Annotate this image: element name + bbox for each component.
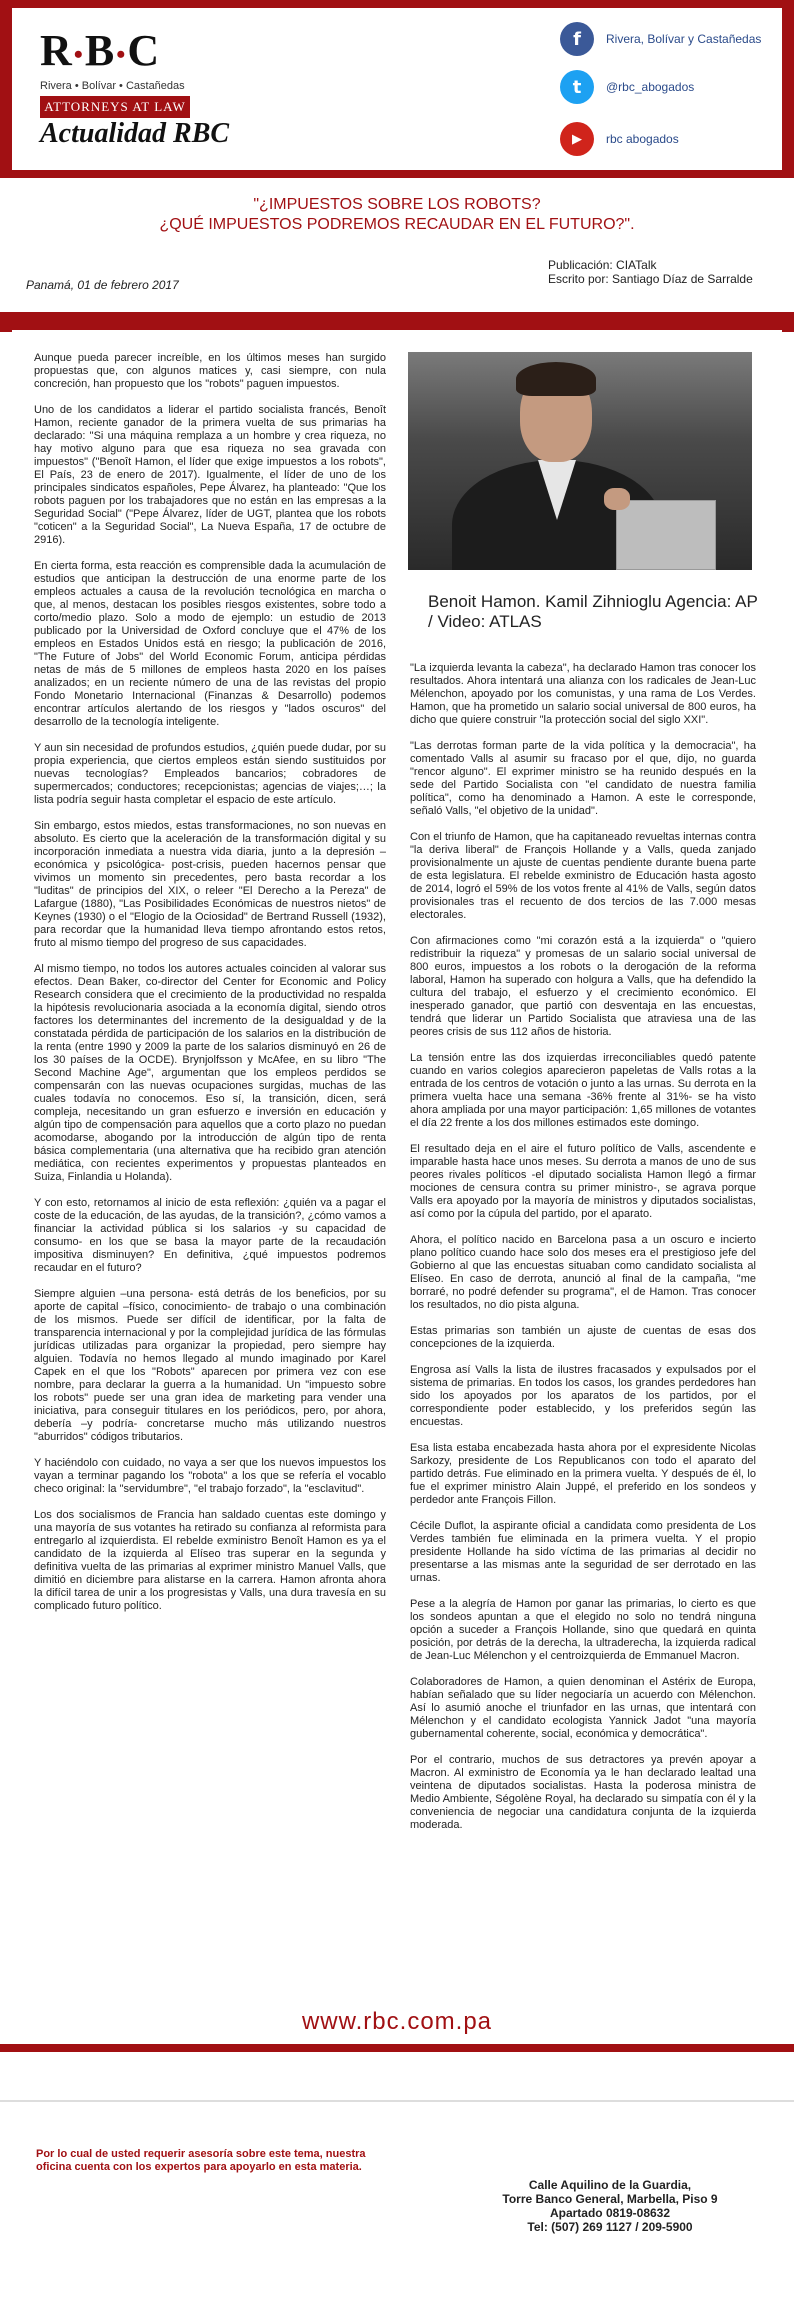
youtube-label: rbc abogados <box>606 132 679 146</box>
paragraph: Los dos socialismos de Francia han saldado cuentas este domingo y una mayoría de sus votantes ha retirado su confianza al reformista para entregarlo al izquierdista. El rebelde exministro Benoît Hamon es ya el candidato de la izquierda al Elíseo tras superar en la segunda y definitiva vuelta de las primarias al exprimer ministro Manuel Valls, que dimitió en diciembre para alistarse en la carrera. Hamon afronta ahora la difícil tarea de unir a los progresistas y Valls, una dura travesía en su complicado futuro político. <box>34 1509 386 1612</box>
photo-ballot-box <box>616 500 716 570</box>
youtube-link[interactable] <box>560 122 679 156</box>
twitter-label: @rbc_abogados <box>606 80 695 94</box>
article-left-column <box>34 352 386 1626</box>
hamon-photo <box>408 352 752 570</box>
paragraph: Y aun sin necesidad de profundos estudios, ¿quién puede dudar, por su propia experiencia, que ciertos empleos están siendo sustituidos por nuevas tecnologías? Empleados bancarios; cobradores de supermercados; conductores; recepcionistas; agencias de viajes;…; la lista podría seguir hasta completar el espacio de este artículo. <box>34 742 386 806</box>
paragraph: La tensión entre las dos izquierdas irreconciliables quedó patente cuando en varios colegios aparecieron papeletas de Valls rotas a la entrada de los centros de votación o junto a las urnas. Su derrota en la primera vuelta hace una semana -36% frente al 31%- se ha visto ahora ampliada por una mayor participación: 1,65 millones de votantes el día 22 frente a los dos millones estimados este domingo. <box>410 1052 756 1129</box>
article-author: Escrito por: Santiago Díaz de Sarralde <box>548 272 753 286</box>
article-title-line-2: ¿QUÉ IMPUESTOS PODREMOS RECAUDAR EN EL FUTURO?". <box>159 216 635 233</box>
paragraph: Aunque pueda parecer increíble, en los últimos meses han surgido propuestas que, con algunos matices y, casi siempre, con nula concreción, han propuesto que los "robots" paguen impuestos. <box>34 352 386 390</box>
twitter-icon: t <box>560 70 594 104</box>
facebook-link[interactable] <box>560 22 761 56</box>
paragraph: Esa lista estaba encabezada hasta ahora por el expresidente Nicolas Sarkozy, presidente de Los Republicanos con todo el aparato del partido detrás. Fue eliminado en la primera vuelta. Y después de él, lo fue el exprimer ministro Alain Juppé, el preferido en los sondeos y perdedor ante François Fillon. <box>410 1442 756 1506</box>
paragraph: Siempre alguien –una persona- está detrás de los beneficios, por su aporte de capital –físico, conocimiento- de trabajo o una combinación de los mismos. Puede ser difícil de identificar, por la falta de transparencia internacional y por la complejidad jurídica de las fórmulas jurídicas utilizadas para organizar la propiedad, pero siempre hay alguien. Todavía no hemos llegado al mundo imaginado por Karel Capek en el que los "Robots" aparecen por primera vez con ese nombre, para declarar la guerra a la humanidad. Un "impuesto sobre los robots" puede ser una gran idea de marketing para vender una iniciativa, para conseguir titulares en los periódicos, pero, por ahora, debería –y podría- concretarse mucho más utilizando nuestros "aburridos" códigos tributarios. <box>34 1288 386 1443</box>
paragraph: Ahora, el político nacido en Barcelona pasa a un oscuro e incierto plano político cuando hace solo dos meses era el prestigioso jefe del Gobierno al que las encuestas situaban como candidato socialista al Elíseo. En caso de derrota, anunció al final de la campaña, "me borraré, no podré defender su programa", el de Hamon. Tras conocer los resultados, no dio pista alguna. <box>410 1234 756 1311</box>
twitter-link[interactable] <box>560 70 694 104</box>
paragraph: Pese a la alegría de Hamon por ganar las primarias, lo cierto es que los sondeos apuntan a que el elegido no solo no tendrá ninguna opción a suceder a François Hollande, sino que quedará en quinta posición, por detrás de la derecha, la ultraderecha, la izquierda radical de Jean-Luc Mélenchon y el centroizquierda de Emmanuel Macron. <box>410 1598 756 1662</box>
paragraph: En cierta forma, esta reacción es comprensible dada la acumulación de estudios que anticipan la destrucción de una enorme parte de los empleos actuales a causa de la revolución tecnológica en marcha o que, al menos, destacan los posibles riesgos existentes, sobre todo a corto/medio plazo. Solo a modo de ejemplo: un estudio de 2013 publicado por la Universidad de Oxford concluye que el 47% de los empleos en Estados Unidos está en riesgo; la publicación de 2016, "The Future of Jobs" del World Economic Forum, anticipa pérdidas netas de más de 5 millones de empleos hasta 2020 en los países analizados; en un reciente número de una de las revistas del propio Fondo Monetario Internacional (Finanzas & Desarrollo) podemos encontrar artículos alertando de los riesgos y "lados oscuros" del desarrollo de la tecnología inteligente. <box>34 560 386 728</box>
photo-caption: Benoit Hamon. Kamil Zihnioglu Agencia: AP / Video: ATLAS <box>428 592 758 631</box>
paragraph: Con afirmaciones como "mi corazón está a la izquierda" o "quiero redistribuir la riqueza" y promesas de un salario social universal de 800 euros, impuestos a los robots o la derogación de la reforma laboral, Hamon ha superado con holgura a Valls, que ha defendido la cultura del trabajo, el esfuerzo y el crecimiento económico. El inesperado ganador, que partió con desventaja en las encuestas, tendrá que liderar un Partido Socialista que atraviesa una de las peores crisis de sus 112 años de historia. <box>410 935 756 1038</box>
footer-advisory-note: Por lo cual de usted requerir asesoría sobre este tema, nuestra oficina cuenta con los expertos para apoyarlo en esta materia. <box>36 2148 366 2173</box>
logo-names: Rivera • Bolívar • Castañedas <box>40 79 185 92</box>
photo-figure-hand <box>604 488 630 510</box>
paragraph: El resultado deja en el aire el futuro político de Valls, ascendente e imparable hasta hace unos meses. Su derrota a manos de uno de sus peores rivales políticos -el diputado socialista Hamon llegó a firmar mociones de censura contra su primer ministro-, se agrava porque Valls era apoyado por la mayoría de ministros y diputados socialistas, así como por la cúpula del partido, por el aparato. <box>410 1143 756 1220</box>
publication-info <box>548 258 768 286</box>
paragraph: Uno de los candidatos a liderar el partido socialista francés, Benoît Hamon, reciente ganador de la primera vuelta de sus primarias ha declarado: "Si una máquina remplaza a un hombre y crea riqueza, no hay motivo alguno para que esa riqueza no sea gravada con impuestos" ("Benoît Hamon, el líder que exige impuestos a los robots", El País, 23 de enero de 2017). Igualmente, el líder de uno de los principales sindicatos españoles, Pepe Álvarez, ha planteado: "Que los robots paguen por los trabajadores que no están en las empresas a la Seguridad Social" ("Pepe Álvarez, líder de UGT, plantea que los robots "coticen" a la Seguridad Social", La Nueva España, 17 de octubre de 2916). <box>34 404 386 546</box>
paragraph: "Las derrotas forman parte de la vida política y la democracia", ha comentado Valls al asumir su fracaso por el que, dijo, no guarda "rencor alguno". El exprimer ministro se ha reunido después en la sede del Partido Socialista con "el candidato de nuestra familia política", como ha denominado a Hamon. A este le corresponde, señaló Valls, "el objetivo de la unidad". <box>410 740 756 817</box>
paragraph: Cécile Duflot, la aspirante oficial a candidata como presidenta de Los Verdes también fue eliminada en la primera vuelta. Y el propio presidente Hollande ha sido víctima de las primarias al decidir no presentarse a las mismas ante la seguridad de ser derrotado en las urnas. <box>410 1520 756 1584</box>
address-line: Apartado 0819-08632 <box>549 2206 671 2220</box>
website-link[interactable]: www.rbc.com.pa <box>301 2008 493 2035</box>
youtube-icon: ▶ <box>560 122 594 156</box>
divider-band <box>0 312 794 332</box>
paragraph: "La izquierda levanta la cabeza", ha declarado Hamon tras conocer los resultados. Ahora intentará una alianza con los radicales de Jean-Luc Mélenchon, apoyado por los comunistas, y una rama de Los Verdes. Hamon, que ha prometido un salario social universal de 800 euros, ha dicho que quiere construir "la protección social del siglo XXI". <box>410 662 756 726</box>
address-line: Tel: (507) 269 1127 / 209-5900 <box>527 2220 693 2234</box>
address-line: Torre Banco General, Marbella, Piso 9 <box>502 2192 718 2206</box>
rbc-logo <box>40 28 190 118</box>
paragraph: Y haciéndolo con cuidado, no vaya a ser que los nuevos impuestos los vayan a terminar pagando los "robota" a los que se refería el vocablo checo original: la "servidumbre", "el trabajo forzado", la "esclavitud". <box>34 1457 386 1495</box>
paragraph: Sin embargo, estos miedos, estas transformaciones, no son nuevas en absoluto. Es cierto que la aceleración de la transformación digital y su incorporación inmediata a nuestra vida diaria, junto a la depresión –económica y psicológica- post-crisis, pueden hacernos pensar que vivimos un momento sin precedentes, pero basta recordar a los "luditas" de principios del XIX, o releer "El Derecho a la Pereza" de Lafargue (1880), "Las Posibilidades Económicas de nuestros nietos" de Keynes (1930) o el "Elogio de la Ociosidad" de Bertrand Russell (1932), para recordar que la humanidad lleva tiempo afrontando estos retos, fruto al mismo tiempo del progreso de sus capacidades. <box>34 820 386 949</box>
logo-tagline: ATTORNEYS AT LAW <box>40 96 190 118</box>
facebook-icon: f <box>560 22 594 56</box>
paragraph: Y con esto, retornamos al inicio de esta reflexión: ¿quién va a pagar el coste de la educación, de las ayudas, de la transición?, ¿cómo vamos a financiar la actividad pública si los salarios -y su capacidad de consumo- en los que se basa la mayor parte de la recaudación impositiva disminuyen? En definitiva, ¿qué impuestos podremos recaudar en el futuro? <box>34 1197 386 1274</box>
publication-source: Publicación: CIATalk <box>548 258 657 272</box>
paragraph: Al mismo tiempo, no todos los autores actuales coinciden al valorar sus efectos. Dean Baker, co-director del Center for Economic and Policy Research considera que el crecimiento de la productividad no respalda la hipótesis revolucionaria asociada a la economía digital, siendo otros factores los determinantes del incremento de la desigualdad y de la constatada pérdida de participación de los salarios en la distribución de la renta (entre 1990 y 2009 la parte de los salarios disminuyó en 26 de los 30 países de la OCDE). Brynjolfsson y McAfee, en su libro "The Second Machine Age", argumentan que los empleos perdidos se compensarán con las nuevas ocupaciones surgidas, muchas de las cuales todavía no conocemos. Eso sí, la transición, dicen, será compleja, necesitando un gran esfuerzo e inversión en educación y algún tipo de compensación para aquellos que a corto plazo no puedan acomodarse, abogando por la introducción de algún tipo de renta básica complementaria (una alternativa que ha recibido gran atención mediática, con recientes experimentos y propuestas planteados en Suiza, Finlandia u Holanda). <box>34 963 386 1183</box>
logo-letters: R•B•C <box>40 26 162 75</box>
footer-address <box>460 2178 760 2234</box>
article-right-column <box>410 662 756 1845</box>
paragraph: Engrosa así Valls la lista de ilustres fracasados y expulsados por el sistema de primarias. En todos los casos, los grandes perdedores han sido los apoyados por los aparatos de los partidos, por el correspondiente poder establecido, y los preferidos según las encuestas. <box>410 1364 756 1428</box>
paragraph: Estas primarias son también un ajuste de cuentas de esas dos concepciones de la izquierda. <box>410 1325 756 1350</box>
article-title-line-1: "¿IMPUESTOS SOBRE LOS ROBOTS? <box>253 196 541 213</box>
address-line: Calle Aquilino de la Guardia, <box>528 2178 692 2192</box>
paragraph: Por el contrario, muchos de sus detractores ya prevén apoyar a Macron. Al exministro de Economía ya le han declarado lealtad una veintena de diputados socialistas. Hasta la poderosa ministra de Medio Ambiente, Ségolène Royal, ha declarado su simpatía con él y la conveniencia de negociar una candidatura conjunta de la izquierda moderada. <box>410 1754 756 1831</box>
newsletter-title: Actualidad RBC <box>40 118 230 149</box>
photo-figure-hair <box>516 362 596 396</box>
paragraph: Con el triunfo de Hamon, que ha capitaneado revueltas internas contra "la deriva liberal" de François Hollande y a Valls, queda zanjado provisionalmente un ajuste de cuentas pendiente durante buena parte de esta legislatura. El rebelde exministro de Educación hasta agosto de 2014, logró el 59% de los votos frente al 41% de Valls, según datos provisionales tras el recuento de dos tercios de las 7.000 mesas electorales. <box>410 831 756 921</box>
article-date: Panamá, 01 de febrero 2017 <box>26 278 179 292</box>
facebook-label: Rivera, Bolívar y Castañedas <box>606 32 762 46</box>
bottom-band <box>0 2044 794 2052</box>
article-title-box <box>12 186 782 312</box>
paragraph: Colaboradores de Hamon, a quien denominan el Astérix de Europa, habían señalado que su líder negociaría un acuerdo con Mélenchon. Así lo asumió anoche el triunfador en las urnas, que intentará con Mélenchon y el candidato ecologista Yannick Jadot "una mayoría gubernamental coherente, social, económica y democrática". <box>410 1676 756 1740</box>
